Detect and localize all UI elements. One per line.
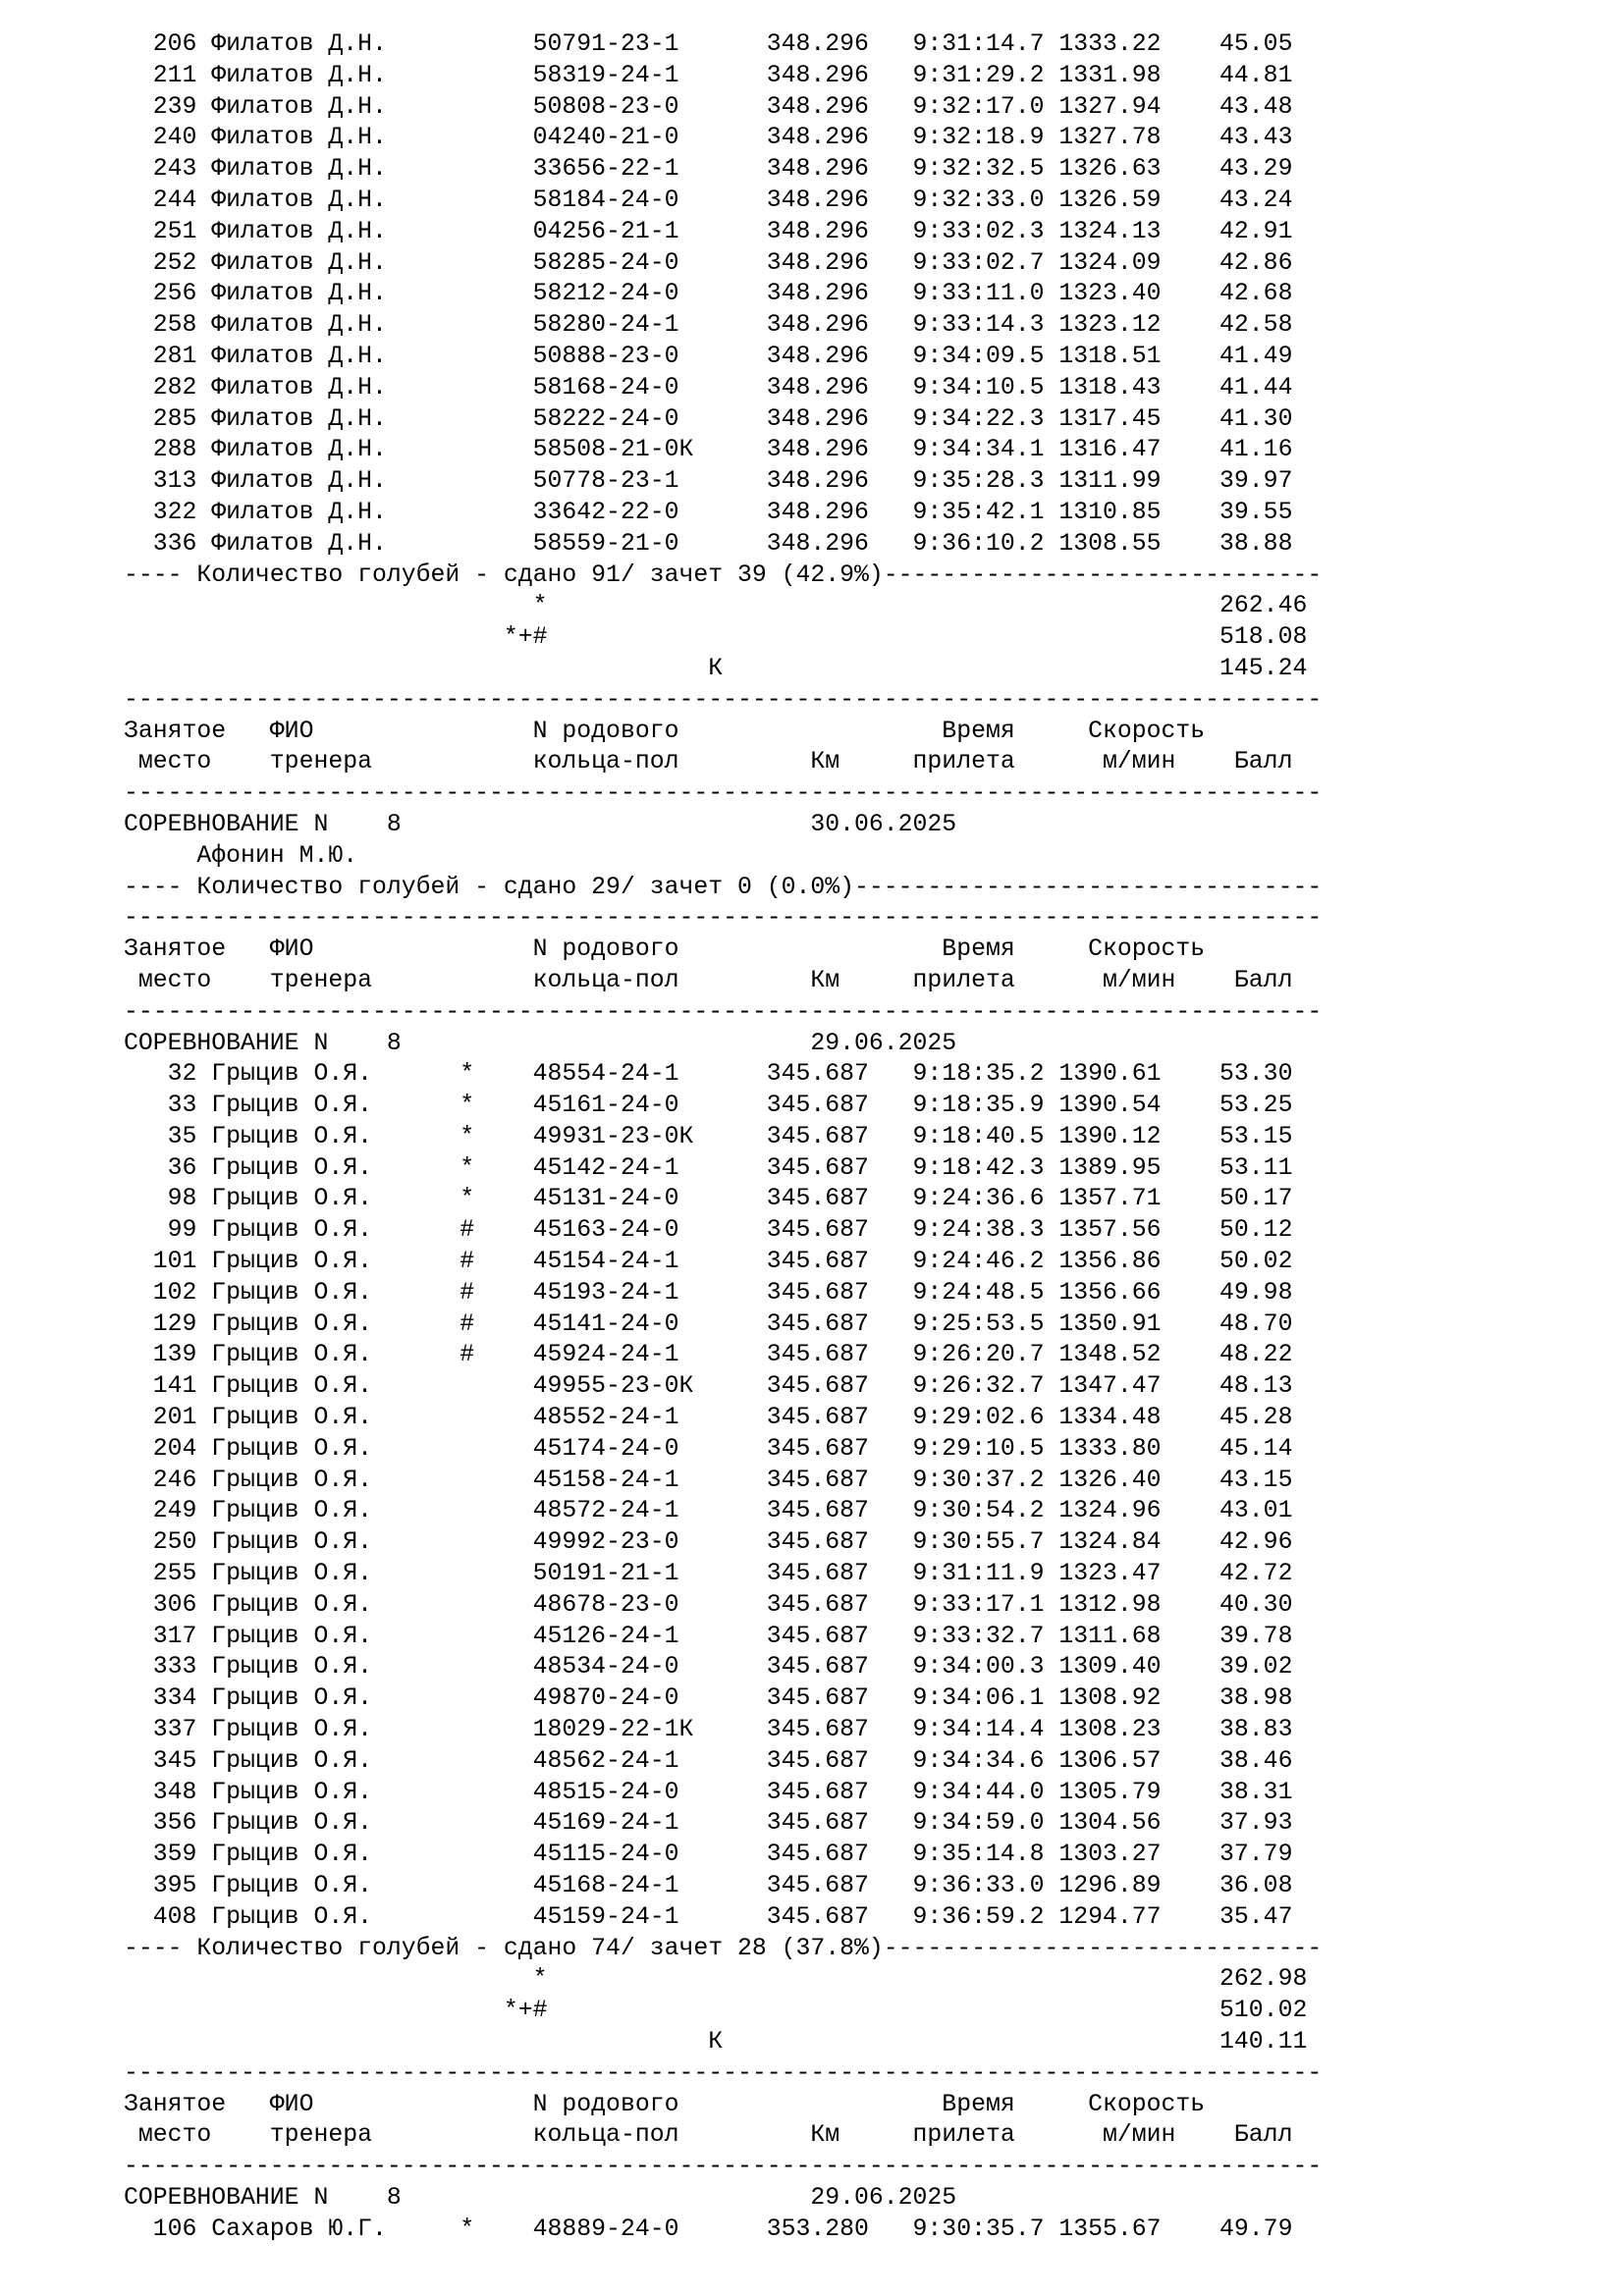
result-row: 243 Филатов Д.Н. 33656-22-1 348.296 9:32:32.5 1326.63 43.29 bbox=[124, 155, 1293, 184]
result-row: 395 Грыцив О.Я. 45168-24-1 345.687 9:36:33.0 1296.89 36.08 bbox=[124, 1872, 1293, 1900]
result-row: 256 Филатов Д.Н. 58212-24-0 348.296 9:33:11.0 1323.40 42.68 bbox=[124, 280, 1293, 308]
table-header-line-1: Занятое ФИО N родового Время Скорость bbox=[124, 717, 1206, 745]
result-row: 244 Филатов Д.Н. 58184-24-0 348.296 9:32:33.0 1326.59 43.24 bbox=[124, 186, 1293, 214]
points-total-line: К 140.11 bbox=[124, 2028, 1308, 2056]
result-row: 345 Грыцив О.Я. 48562-24-1 345.687 9:34:34.6 1306.57 38.46 bbox=[124, 1746, 1293, 1775]
separator-line: ---------------------------------------------------------------------------------- bbox=[124, 2058, 1323, 2087]
result-row: 250 Грыцив О.Я. 49992-23-0 345.687 9:30:55.7 1324.84 42.96 bbox=[124, 1528, 1293, 1557]
result-row: 139 Грыцив О.Я. # 45924-24-1 345.687 9:26:20.7 1348.52 48.22 bbox=[124, 1341, 1293, 1369]
result-row: 141 Грыцив О.Я. 49955-23-0К 345.687 9:26:32.7 1347.47 48.13 bbox=[124, 1372, 1293, 1401]
result-row: 336 Филатов Д.Н. 58559-21-0 348.296 9:36:10.2 1308.55 38.88 bbox=[124, 529, 1293, 558]
result-row: 246 Грыцив О.Я. 45158-24-1 345.687 9:30:37.2 1326.40 43.15 bbox=[124, 1466, 1293, 1494]
separator-line: ---------------------------------------------------------------------------------- bbox=[124, 904, 1323, 933]
result-row: 201 Грыцив О.Я. 48552-24-1 345.687 9:29:02.6 1334.48 45.28 bbox=[124, 1404, 1293, 1432]
result-row: 258 Филатов Д.Н. 58280-24-1 348.296 9:33:14.3 1323.12 42.58 bbox=[124, 311, 1293, 340]
result-row: 408 Грыцив О.Я. 45159-24-1 345.687 9:36:59.2 1294.77 35.47 bbox=[124, 1902, 1293, 1931]
table-header-line-1: Занятое ФИО N родового Время Скорость bbox=[124, 935, 1206, 964]
result-row: 98 Грыцив О.Я. * 45131-24-0 345.687 9:24:36.6 1357.71 50.17 bbox=[124, 1185, 1293, 1213]
points-total-line: * 262.98 bbox=[124, 1965, 1308, 1994]
result-row: 206 Филатов Д.Н. 50791-23-1 348.296 9:31:14.7 1333.22 45.05 bbox=[124, 30, 1293, 58]
result-row: 359 Грыцив О.Я. 45115-24-0 345.687 9:35:14.8 1303.27 37.79 bbox=[124, 1841, 1293, 1869]
result-row: 252 Филатов Д.Н. 58285-24-0 348.296 9:33:02.7 1324.09 42.86 bbox=[124, 248, 1293, 277]
competition-title-line: СОРЕВНОВАНИЕ N 8 30.06.2025 bbox=[124, 810, 957, 838]
result-row: 101 Грыцив О.Я. # 45154-24-1 345.687 9:24:46.2 1356.86 50.02 bbox=[124, 1248, 1293, 1276]
trainer-name-line: Афонин М.Ю. bbox=[124, 841, 358, 870]
flock-count-summary-line: ---- Количество голубей - сдано 29/ зачет 0 (0.0%)-------------------------------- bbox=[124, 873, 1323, 901]
result-row: 239 Филатов Д.Н. 50808-23-0 348.296 9:32:17.0 1327.94 43.48 bbox=[124, 92, 1293, 121]
flock-count-summary-line: ---- Количество голубей - сдано 74/ зачет 28 (37.8%)------------------------------ bbox=[124, 1934, 1323, 1962]
result-row: 281 Филатов Д.Н. 50888-23-0 348.296 9:34:09.5 1318.51 41.49 bbox=[124, 342, 1293, 370]
result-row: 317 Грыцив О.Я. 45126-24-1 345.687 9:33:32.7 1311.68 39.78 bbox=[124, 1622, 1293, 1650]
points-total-line: *+# 518.08 bbox=[124, 623, 1308, 652]
result-row: 313 Филатов Д.Н. 50778-23-1 348.296 9:35:28.3 1311.99 39.97 bbox=[124, 467, 1293, 496]
separator-line: ---------------------------------------------------------------------------------- bbox=[124, 997, 1323, 1026]
result-row: 36 Грыцив О.Я. * 45142-24-1 345.687 9:18:42.3 1389.95 53.11 bbox=[124, 1153, 1293, 1182]
result-row: 240 Филатов Д.Н. 04240-21-0 348.296 9:32:18.9 1327.78 43.43 bbox=[124, 124, 1293, 152]
result-row: 285 Филатов Д.Н. 58222-24-0 348.296 9:34:22.3 1317.45 41.30 bbox=[124, 404, 1293, 433]
result-row: 251 Филатов Д.Н. 04256-21-1 348.296 9:33:02.3 1324.13 42.91 bbox=[124, 217, 1293, 245]
result-row: 255 Грыцив О.Я. 50191-21-1 345.687 9:31:11.9 1323.47 42.72 bbox=[124, 1560, 1293, 1588]
separator-line: ---------------------------------------------------------------------------------- bbox=[124, 779, 1323, 808]
flock-count-summary-line: ---- Количество голубей - сдано 91/ зачет 39 (42.9%)------------------------------ bbox=[124, 561, 1323, 589]
result-row: 211 Филатов Д.Н. 58319-24-1 348.296 9:31:29.2 1331.98 44.81 bbox=[124, 61, 1293, 89]
result-row: 306 Грыцив О.Я. 48678-23-0 345.687 9:33:17.1 1312.98 40.30 bbox=[124, 1590, 1293, 1619]
table-header-line-2: место тренера кольца-пол Км прилета м/мин Балл bbox=[124, 748, 1293, 776]
result-row: 333 Грыцив О.Я. 48534-24-0 345.687 9:34:00.3 1309.40 39.02 bbox=[124, 1653, 1293, 1682]
points-total-line: * 262.46 bbox=[124, 592, 1308, 620]
result-row: 204 Грыцив О.Я. 45174-24-0 345.687 9:29:10.5 1333.80 45.14 bbox=[124, 1434, 1293, 1463]
result-row: 102 Грыцив О.Я. # 45193-24-1 345.687 9:24:48.5 1356.66 49.98 bbox=[124, 1278, 1293, 1307]
result-row: 33 Грыцив О.Я. * 45161-24-0 345.687 9:18:35.9 1390.54 53.25 bbox=[124, 1092, 1293, 1120]
result-row: 337 Грыцив О.Я. 18029-22-1К 345.687 9:34:14.4 1308.23 38.83 bbox=[124, 1716, 1293, 1744]
result-row: 129 Грыцив О.Я. # 45141-24-0 345.687 9:25:53.5 1350.91 48.70 bbox=[124, 1309, 1293, 1338]
result-row: 288 Филатов Д.Н. 58508-21-0К 348.296 9:34:34.1 1316.47 41.16 bbox=[124, 436, 1293, 464]
result-row: 356 Грыцив О.Я. 45169-24-1 345.687 9:34:59.0 1304.56 37.93 bbox=[124, 1809, 1293, 1838]
points-total-line: К 145.24 bbox=[124, 654, 1308, 682]
points-total-line: *+# 510.02 bbox=[124, 1997, 1308, 2025]
result-row: 322 Филатов Д.Н. 33642-22-0 348.296 9:35:42.1 1310.85 39.55 bbox=[124, 498, 1293, 526]
result-row: 282 Филатов Д.Н. 58168-24-0 348.296 9:34:10.5 1318.43 41.44 bbox=[124, 373, 1293, 401]
table-header-line-2: место тренера кольца-пол Км прилета м/мин Балл bbox=[124, 2121, 1293, 2150]
competition-title-line: СОРЕВНОВАНИЕ N 8 29.06.2025 bbox=[124, 2183, 957, 2212]
table-header-line-2: место тренера кольца-пол Км прилета м/мин Балл bbox=[124, 966, 1293, 994]
pigeon-race-report bbox=[124, 29, 1322, 2246]
result-row: 348 Грыцив О.Я. 48515-24-0 345.687 9:34:44.0 1305.79 38.31 bbox=[124, 1778, 1293, 1806]
result-row: 35 Грыцив О.Я. * 49931-23-0К 345.687 9:18:40.5 1390.12 53.15 bbox=[124, 1122, 1293, 1150]
separator-line: ---------------------------------------------------------------------------------- bbox=[124, 2153, 1323, 2181]
result-row: 32 Грыцив О.Я. * 48554-24-1 345.687 9:18:35.2 1390.61 53.30 bbox=[124, 1060, 1293, 1089]
result-row: 249 Грыцив О.Я. 48572-24-1 345.687 9:30:54.2 1324.96 43.01 bbox=[124, 1497, 1293, 1525]
separator-line: ---------------------------------------------------------------------------------- bbox=[124, 685, 1323, 714]
competition-title-line: СОРЕВНОВАНИЕ N 8 29.06.2025 bbox=[124, 1029, 957, 1057]
table-header-line-1: Занятое ФИО N родового Время Скорость bbox=[124, 2090, 1206, 2118]
result-row: 99 Грыцив О.Я. # 45163-24-0 345.687 9:24:38.3 1357.56 50.12 bbox=[124, 1216, 1293, 1245]
result-row: 334 Грыцив О.Я. 49870-24-0 345.687 9:34:06.1 1308.92 38.98 bbox=[124, 1684, 1293, 1713]
result-row: 106 Сахаров Ю.Г. * 48889-24-0 353.280 9:30:35.7 1355.67 49.79 bbox=[124, 2215, 1293, 2243]
